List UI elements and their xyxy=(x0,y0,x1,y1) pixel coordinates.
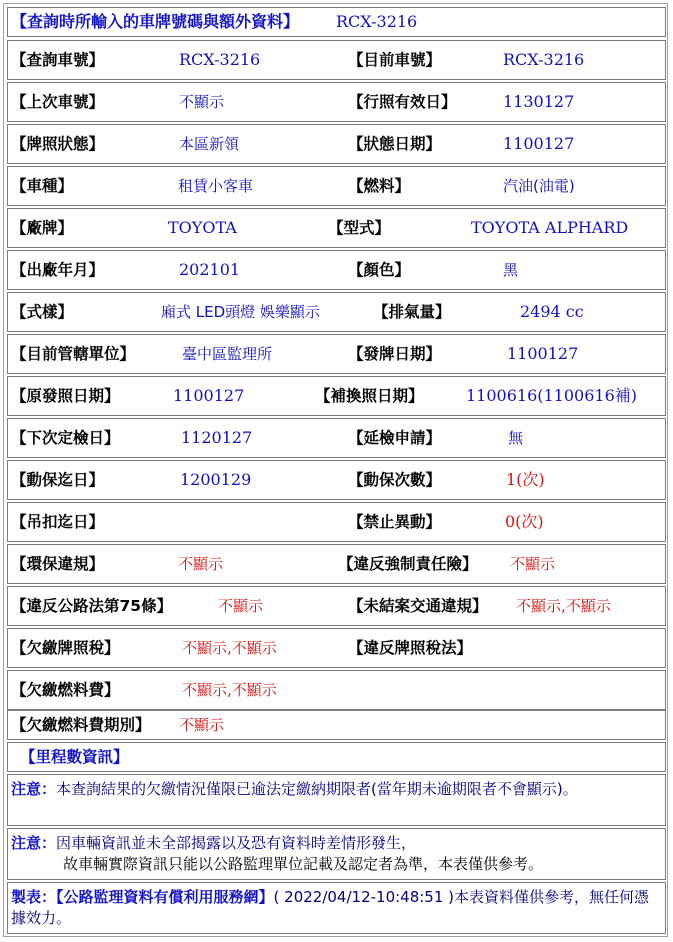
field-value: 不顯示 xyxy=(178,555,224,573)
info-row xyxy=(7,334,666,374)
field-label: 【查詢車號】 xyxy=(11,51,105,69)
field-label: 【出廠年月】 xyxy=(11,261,105,279)
info-row xyxy=(7,670,666,710)
field-label: 【狀態日期】 xyxy=(348,135,442,153)
note-2-label: 注意： xyxy=(11,834,57,852)
field-value: 臺中區監理所 xyxy=(182,345,273,363)
note-2-line-1: 因車輛資訊並未全部揭露以及恐有資料時差情形發生， xyxy=(56,834,417,852)
field-label: 【目前車號】 xyxy=(348,51,442,69)
field-value: TOYOTA ALPHARD xyxy=(471,218,629,237)
field-value: 本區新領 xyxy=(179,135,240,153)
field-value: 1100127 xyxy=(507,344,579,363)
field-value: RCX-3216 xyxy=(503,50,585,69)
info-row xyxy=(7,502,666,542)
info-row xyxy=(7,250,666,290)
info-row xyxy=(7,292,666,332)
fuel-period-row xyxy=(7,710,666,740)
field-value: 1120127 xyxy=(181,428,253,447)
field-label: 【發牌日期】 xyxy=(348,345,442,363)
field-value: 2494 cc xyxy=(520,302,584,321)
field-label: 【違反牌照稅法】 xyxy=(348,639,473,657)
field-value: 1100127 xyxy=(503,134,575,153)
field-label: 【禁止異動】 xyxy=(348,513,442,531)
field-label: 【上次車號】 xyxy=(11,93,105,111)
field-label: 【動保迄日】 xyxy=(11,471,105,489)
field-value: 汽油(油電) xyxy=(503,177,575,195)
field-value: 無 xyxy=(508,429,524,447)
info-row xyxy=(7,460,666,500)
info-row xyxy=(7,40,666,80)
field-label: 【欠繳燃料費】 xyxy=(11,681,120,699)
note-1 xyxy=(7,774,666,826)
header-title: 【查詢時所輸入的車牌號碼與額外資料】 xyxy=(11,12,300,31)
maker-note xyxy=(7,882,666,934)
field-value: 0(次) xyxy=(505,512,544,531)
field-value: 1200129 xyxy=(180,470,252,489)
field-value: 不顯示,不顯示 xyxy=(182,639,277,657)
field-value: 202101 xyxy=(179,260,241,279)
field-value: 1100127 xyxy=(173,386,245,405)
field-value: 租賃小客車 xyxy=(178,177,254,195)
field-label: 【排氣量】 xyxy=(373,303,451,321)
field-value: 廂式 LED頭燈 娛樂顯示 xyxy=(161,303,320,321)
info-row xyxy=(7,166,666,206)
note-1-label: 注意： xyxy=(11,780,57,798)
field-value: 不顯示 xyxy=(510,555,556,573)
fuel-period-label: 【欠繳燃料費期別】 xyxy=(11,716,151,734)
field-value: 1130127 xyxy=(503,92,575,111)
field-label: 【燃料】 xyxy=(348,177,411,195)
field-label: 【下次定檢日】 xyxy=(11,429,120,447)
field-value: 1100616(1100616補) xyxy=(466,386,638,405)
info-row xyxy=(7,586,666,626)
field-value: 1(次) xyxy=(506,470,545,489)
note-2 xyxy=(7,828,666,880)
field-label: 【補換照日期】 xyxy=(315,387,424,405)
field-value: RCX-3216 xyxy=(179,50,261,69)
maker-time: ( 2022/04/12-10:48:51 ) xyxy=(273,888,455,906)
field-value: TOYOTA xyxy=(168,218,237,237)
field-label: 【欠繳牌照稅】 xyxy=(11,639,120,657)
note-1-text: 本查詢結果的欠繳情況僅限已逾法定繳納期限者(當年期未逾期限者不會顯示)。 xyxy=(56,780,578,798)
field-label: 【動保次數】 xyxy=(348,471,442,489)
info-row xyxy=(7,376,666,416)
field-label: 【目前管轄單位】 xyxy=(11,345,136,363)
field-value: 不顯示 xyxy=(218,597,264,615)
field-label: 【式樣】 xyxy=(11,303,74,321)
field-label: 【吊扣迄日】 xyxy=(11,513,105,531)
maker-disclaimer: 本表資料僅供參考，無任何憑據效力。 xyxy=(11,888,650,927)
field-label: 【廠牌】 xyxy=(11,219,74,237)
info-row xyxy=(7,544,666,584)
header-plate: RCX-3216 xyxy=(336,12,418,31)
field-label: 【車種】 xyxy=(11,177,74,195)
field-label: 【未結案交通違規】 xyxy=(348,597,488,615)
field-label: 【環保違規】 xyxy=(11,555,105,573)
report-header xyxy=(7,7,666,37)
field-label: 【顏色】 xyxy=(348,261,411,279)
info-row xyxy=(7,418,666,458)
field-label: 【延檢申請】 xyxy=(348,429,442,447)
mileage-row xyxy=(7,742,666,772)
info-row xyxy=(7,208,666,248)
maker-source: 【公路監理資料有償利用服務網】 xyxy=(56,888,274,906)
field-label: 【行照有效日】 xyxy=(348,93,457,111)
field-value: 不顯示,不顯示 xyxy=(182,681,277,699)
fuel-period-value: 不顯示 xyxy=(179,716,225,734)
field-value: 不顯示 xyxy=(179,93,225,111)
maker-label: 製表： xyxy=(11,888,57,906)
field-value: 不顯示,不顯示 xyxy=(516,597,611,615)
mileage-label: 【里程數資訊】 xyxy=(20,748,129,766)
field-label: 【牌照狀態】 xyxy=(11,135,105,153)
field-value: 黑 xyxy=(503,261,519,279)
field-label: 【型式】 xyxy=(328,219,391,237)
note-2-line-2: 故車輛實際資訊只能以公路監理單位記載及認定者為準，本表僅供參考。 xyxy=(63,855,544,873)
info-row xyxy=(7,124,666,164)
field-label: 【原發照日期】 xyxy=(11,387,120,405)
field-label: 【違反強制責任險】 xyxy=(338,555,478,573)
info-row xyxy=(7,628,666,668)
field-label: 【違反公路法第75條】 xyxy=(11,597,173,615)
info-row xyxy=(7,82,666,122)
